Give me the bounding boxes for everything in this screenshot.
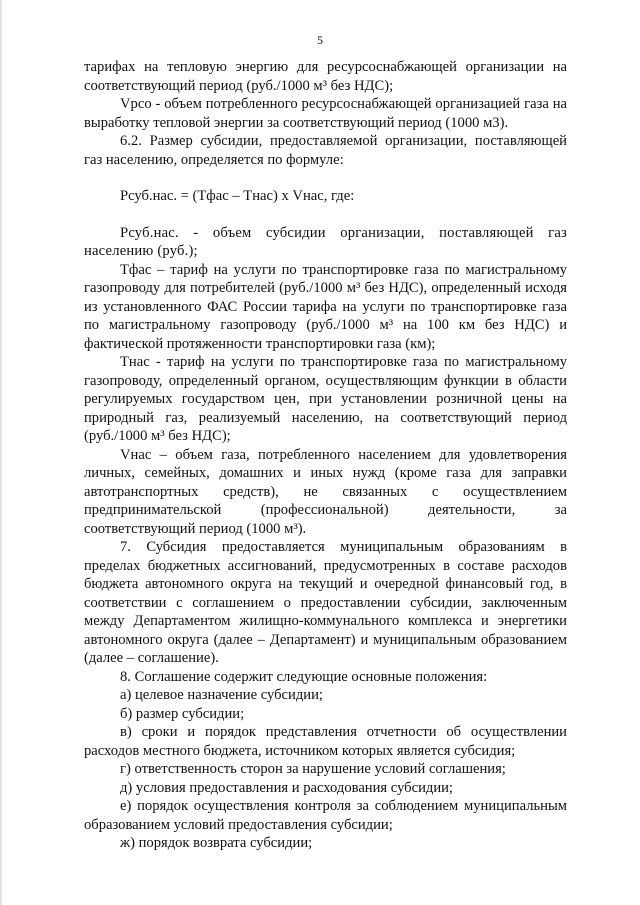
list-item: в) сроки и порядок представления отчетности об осуществлении расходов местного бюджета, источником которых является субсидия; bbox=[84, 724, 567, 759]
scan-edge bbox=[0, 0, 3, 905]
paragraph: Тфас – тариф на услуги по транспортировке газа по магистральному газопроводу для потребителей (руб./1000 м³ без НДС), определенный исходя из установленного ФАС России тарифа на услуги по транспортировке газа по магистральному газопроводу (руб./1000 м³ на 100 км без НДС) и фактической протяженности транспортировки газа (км); bbox=[84, 261, 567, 352]
paragraph: Vрсо - объем потребленного ресурсоснабжающей организацией газа на выработку тепловой энергии за соответствующий период (1000 м3). bbox=[84, 96, 567, 131]
paragraph: Vнас – объем газа, потребленного населением для удовлетворения личных, семейных, домашних и иных нужд (кроме газа для заправки автотранспортных средств), не связанных с осуществлением предпринимательской (профессиональной) деятельности, за соответствующий период (1000 м³). bbox=[84, 446, 567, 537]
document-body bbox=[84, 58, 567, 853]
paragraph: 8. Соглашение содержит следующие основные положения: bbox=[120, 668, 488, 685]
list-item: г) ответственность сторон за нарушение условий соглашения; bbox=[120, 761, 506, 777]
formula: Рсуб.нас. = (Тфас – Тнас) х Vнас, где: bbox=[120, 188, 355, 204]
list-item: е) порядок осуществления контроля за соблюдением муниципальным образованием условий предоставления субсидии; bbox=[84, 798, 567, 833]
list-item: б) размер субсидии; bbox=[120, 705, 245, 722]
paragraph: Тнас - тариф на услуги по транспортировке газа по магистральному газопроводу, определенный органом, осуществляющим функции в области регулируемых государством цен, при установлении розничной цены на природный газ, реализуемый населению, на соответствующий период (руб./1000 м³ без НДС); bbox=[84, 354, 567, 444]
paragraph: Рсуб.нас. - объем субсидии организации, поставляющей газ населению (руб.); bbox=[84, 224, 567, 259]
paragraph: 6.2. Размер субсидии, предоставляемой организации, поставляющей газ населению, определяется по формуле: bbox=[84, 133, 567, 168]
paragraph: тарифах на тепловую энергию для ресурсоснабжающей организации на соответствующий период (руб./1000 м³ без НДС); bbox=[84, 59, 567, 94]
list-item: д) условия предоставления и расходования субсидии; bbox=[120, 779, 453, 796]
page-number: 5 bbox=[317, 33, 323, 47]
paragraph: 7. Субсидия предоставляется муниципальным образованиям в пределах бюджетных ассигнований, предусмотренных в составе расходов бюджета автономного округа на текущий и очередной финансовый год, в соответствии с соглашением о предоставлении субсидии, заключенным между Департаментом жилищно-коммунального комплекса и энергетики автономного округа (далее – Департамент) и муниципальным образованием (далее – соглашение). bbox=[84, 539, 567, 666]
list-item: ж) порядок возврата субсидии; bbox=[120, 835, 313, 851]
list-item: а) целевое назначение субсидии; bbox=[120, 687, 323, 703]
